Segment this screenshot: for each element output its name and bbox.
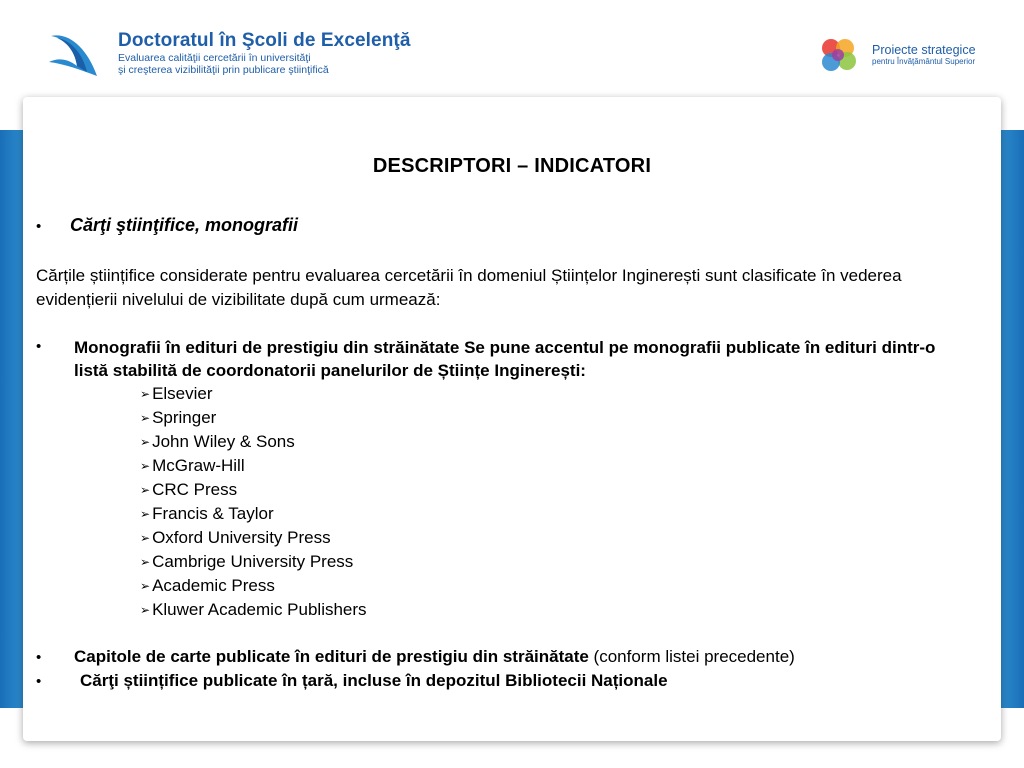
publisher-name: Elsevier <box>152 384 213 403</box>
header-subtitle-line1: Evaluarea calităţii cercetării în universităţi <box>118 52 311 64</box>
slide-header <box>0 0 1024 96</box>
header-title: Doctoratul în Şcoli de Excelenţă <box>118 30 411 51</box>
bullet-icon: • <box>36 218 42 235</box>
publisher-name: Academic Press <box>152 576 275 595</box>
list-item <box>140 502 367 526</box>
publisher-name: Oxford University Press <box>152 528 331 547</box>
list-item <box>140 430 367 454</box>
doctorat-logo-icon <box>47 28 101 78</box>
capitole-bold-text: Capitole de carte publicate în edituri de prestigiu din străinătate <box>74 647 589 666</box>
publisher-name: CRC Press <box>152 480 238 499</box>
slide-title: DESCRIPTORI – INDICATORI <box>372 155 652 177</box>
arrow-bullet-icon: ➢ <box>140 435 151 449</box>
list-item <box>140 406 367 430</box>
header-logo-text <box>118 30 411 76</box>
proiecte-strategice-logo-icon <box>818 36 858 74</box>
publisher-name: Cambrige University Press <box>152 552 354 571</box>
publisher-name: Kluwer Academic Publishers <box>152 600 367 619</box>
arrow-bullet-icon: ➢ <box>140 555 151 569</box>
arrow-bullet-icon: ➢ <box>140 507 151 521</box>
arrow-bullet-icon: ➢ <box>140 483 151 497</box>
carti-nationale-item: Cărţi științifice publicate în țară, incluse în depozitul Bibliotecii Naționale <box>80 671 668 690</box>
publisher-list <box>140 382 367 622</box>
list-item <box>140 382 367 406</box>
arrow-bullet-icon: ➢ <box>140 579 151 593</box>
arrow-bullet-icon: ➢ <box>140 411 151 425</box>
arrow-bullet-icon: ➢ <box>140 459 151 473</box>
list-item <box>140 454 367 478</box>
right-logo-title: Proiecte strategice <box>872 43 976 57</box>
list-item <box>140 598 367 622</box>
intro-paragraph: Cărțile științifice considerate pentru evaluarea cercetării în domeniul Științelor Inginerești sunt clasificate în vederea evidențierii nivelului de vizibilitate după cum urmează: <box>36 266 902 309</box>
publisher-name: Francis & Taylor <box>152 504 274 523</box>
list-item <box>140 574 367 598</box>
bullet-icon: • <box>36 649 42 666</box>
publisher-name: Springer <box>152 408 217 427</box>
list-item <box>140 550 367 574</box>
arrow-bullet-icon: ➢ <box>140 531 151 545</box>
section-title-carti: Cărţi ştiinţifice, monografii <box>70 215 299 235</box>
arrow-bullet-icon: ➢ <box>140 603 151 617</box>
publisher-name: McGraw-Hill <box>152 456 245 475</box>
bullet-icon: • <box>36 673 42 690</box>
publisher-name: John Wiley & Sons <box>152 432 295 451</box>
list-item <box>140 526 367 550</box>
capitole-rest-text: (conform listei precedente) <box>588 647 795 666</box>
right-logo-subtitle: pentru Învăţământul Superior <box>872 57 976 66</box>
header-subtitle-line2: şi creşterea vizibilităţii prin publicare ştiinţifică <box>118 64 329 76</box>
right-logo-text <box>872 43 976 67</box>
capitole-item <box>74 647 795 667</box>
arrow-bullet-icon: ➢ <box>140 387 151 401</box>
list-item <box>140 478 367 502</box>
bullet-icon: • <box>36 338 42 355</box>
monografii-text: Monografii în edituri de prestigiu din străinătate Se pune accentul pe monografii publicate în edituri dintr-o listă stabilită de coordonatorii panelurilor de Științe Inginerești: <box>74 338 936 380</box>
